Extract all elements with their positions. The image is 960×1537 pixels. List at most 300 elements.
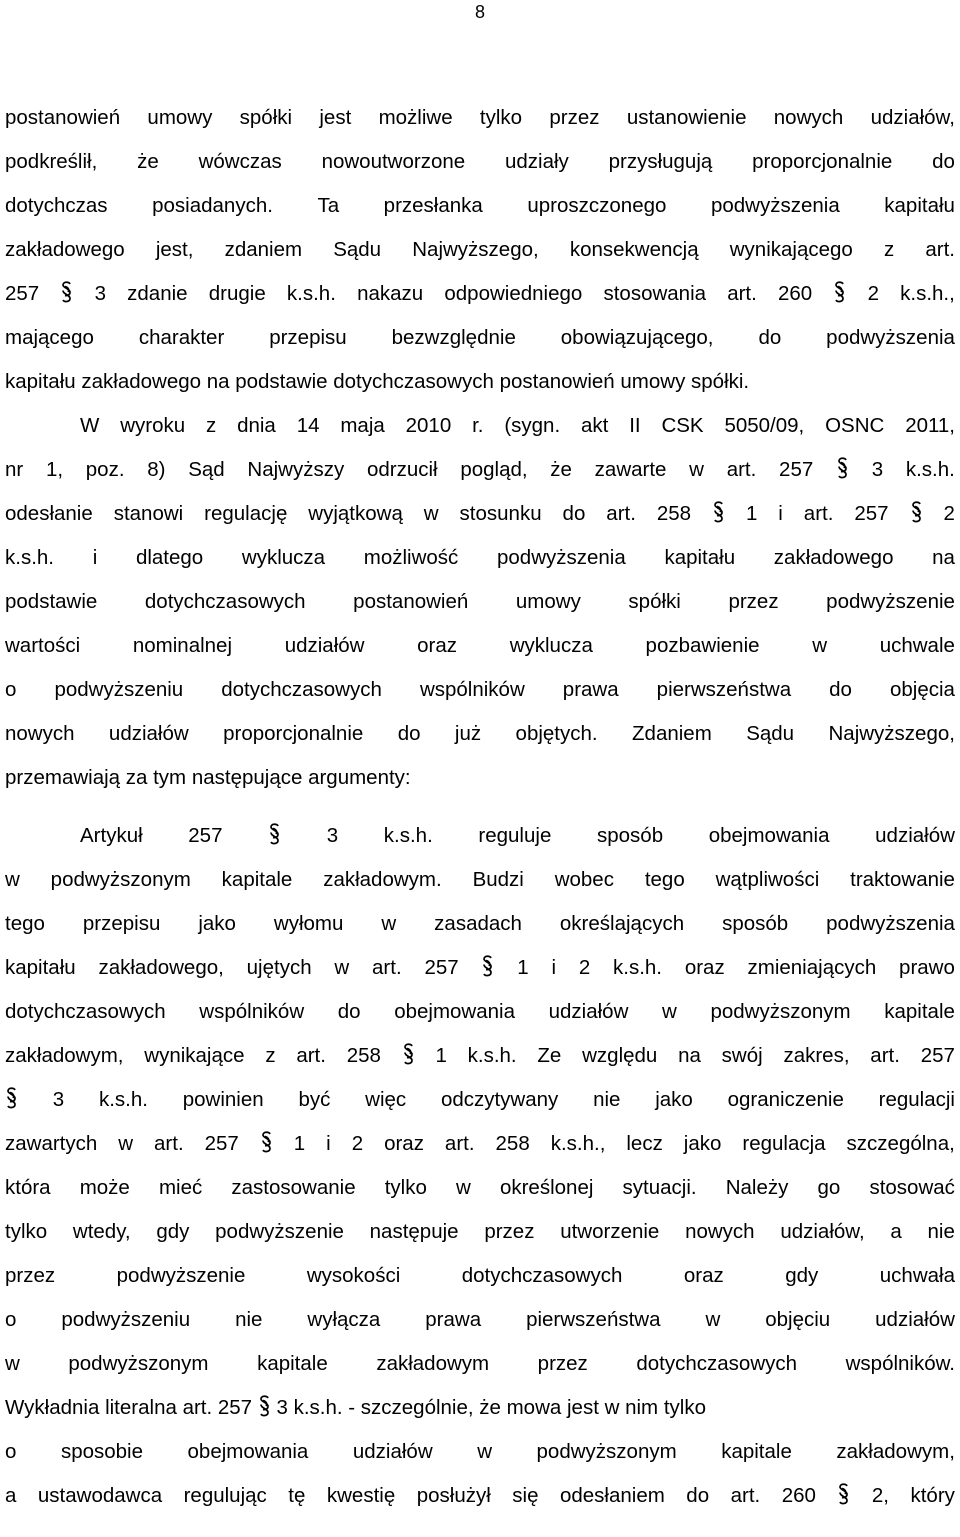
word: obejmowania	[394, 1000, 515, 1023]
word: podwyższeniu	[61, 1308, 191, 1331]
text-line	[5, 1483, 955, 1510]
word: charakter	[138, 326, 225, 349]
word: na	[678, 1044, 701, 1067]
word: Artykuł	[80, 824, 143, 847]
word: dotychczasowych	[144, 590, 306, 613]
word: obejmowania	[708, 824, 830, 847]
word: 2	[867, 282, 879, 305]
word: zakładowym,	[5, 1044, 124, 1067]
word: w	[118, 1132, 134, 1155]
word: wysokości	[306, 1264, 401, 1287]
word: wyłomu	[273, 912, 344, 935]
word: podwyższenia	[826, 326, 955, 349]
word: OSNC	[825, 414, 885, 437]
word: przepisu	[269, 326, 347, 349]
word: wyklucza	[241, 546, 326, 569]
word: nie	[927, 1220, 955, 1243]
word: 8)	[147, 458, 166, 481]
word: z	[205, 414, 217, 437]
word: udziałów	[875, 1308, 955, 1331]
word: art.	[727, 282, 757, 305]
word: 3	[52, 1088, 65, 1111]
text-line	[5, 237, 955, 263]
text-line	[80, 413, 955, 439]
word: następuje	[369, 1220, 459, 1243]
word: tę	[288, 1484, 306, 1507]
word: podwyższonym	[50, 868, 191, 891]
word: kapitału	[884, 194, 955, 217]
word: pogląd,	[460, 458, 528, 481]
word: 3	[94, 282, 106, 305]
word: Ta	[317, 194, 340, 217]
word	[712, 501, 725, 528]
word: zastosowanie	[231, 1176, 356, 1199]
word: poz.	[85, 458, 125, 481]
text-line	[5, 1087, 955, 1114]
text-line	[80, 823, 955, 850]
text-line	[5, 765, 955, 791]
word: Sądu	[746, 722, 795, 745]
word: jest	[319, 106, 352, 129]
word: podwyższenie	[215, 1220, 344, 1243]
text-line	[5, 867, 955, 893]
word: oraz	[683, 1264, 724, 1287]
word: zakładowym.	[323, 868, 442, 891]
word: Najwyższego,	[828, 722, 955, 745]
word: przemawiają	[5, 766, 121, 789]
word: dotychczasowych	[5, 1000, 166, 1023]
word: zdanie	[127, 282, 188, 305]
word: sposób	[596, 824, 664, 847]
word: k.s.h.	[383, 824, 433, 847]
word: nakazu	[357, 282, 424, 305]
word: Należy	[725, 1176, 789, 1199]
word: wyjątkową	[308, 502, 403, 525]
word: 260	[781, 1484, 816, 1507]
word: art.	[803, 502, 834, 525]
word: 257	[424, 956, 459, 979]
word: nim	[625, 1396, 659, 1419]
word: udziałów	[548, 1000, 629, 1023]
word: prawa	[425, 1308, 482, 1331]
word: względu	[582, 1044, 658, 1067]
word: a	[890, 1220, 902, 1243]
word: bezwzględnie	[391, 326, 516, 349]
word: posłużył	[416, 1484, 491, 1507]
word: kapitale	[884, 1000, 955, 1023]
word: obowiązującego,	[560, 326, 714, 349]
word: 2	[351, 1132, 364, 1155]
word: Zdaniem	[632, 722, 712, 745]
word: w	[705, 1308, 721, 1331]
word: k.s.h.	[905, 458, 955, 481]
word: podstawie	[5, 590, 98, 613]
word: obejmowania	[187, 1440, 309, 1463]
word: tym	[153, 766, 187, 789]
word: nowoutworzone	[321, 150, 466, 173]
word: 2	[943, 502, 955, 525]
word: -	[348, 1396, 356, 1419]
word: postanowień	[499, 370, 615, 393]
text-line	[5, 193, 955, 219]
word: odczytywany	[440, 1088, 559, 1111]
word: jako	[683, 1132, 722, 1155]
word: 260	[778, 282, 813, 305]
word: 1	[517, 956, 529, 979]
word: sytuacji.	[622, 1176, 697, 1199]
word: 2	[578, 956, 591, 979]
word: przysługują	[608, 150, 713, 173]
word: dotychczasowych	[221, 678, 382, 701]
word: mającego	[5, 326, 94, 349]
word: jako	[198, 912, 236, 935]
word: drugie	[208, 282, 266, 305]
word: z	[883, 238, 895, 261]
word: w	[662, 1000, 677, 1023]
word: odpowiedniego	[444, 282, 583, 305]
text-line	[5, 1131, 955, 1158]
word: przesłanka	[383, 194, 483, 217]
word: wyroku	[120, 414, 186, 437]
word: odesłaniem	[559, 1484, 665, 1507]
word: wyklucza	[509, 634, 593, 657]
word: podwyższeniu	[54, 678, 184, 701]
word: odesłanie	[5, 502, 93, 525]
word: regulacja	[742, 1132, 826, 1155]
word: do	[932, 150, 955, 173]
word: 258	[495, 1132, 530, 1155]
word	[836, 457, 849, 484]
word: zakładowym	[376, 1352, 490, 1375]
word: gdy	[156, 1220, 190, 1243]
text-line	[5, 1175, 955, 1201]
word: o	[5, 1308, 17, 1331]
word: k.s.h.	[286, 282, 336, 305]
word	[268, 823, 281, 850]
word: proporcjonalnie	[752, 150, 893, 173]
word: podwyższenie	[116, 1264, 246, 1287]
word: zdaniem	[224, 238, 303, 261]
word: wówczas	[198, 150, 282, 173]
word: Sądu	[333, 238, 382, 261]
word: udziałów	[875, 824, 955, 847]
word: art.	[444, 1132, 475, 1155]
word: postanowień	[5, 106, 121, 129]
word: 2,	[871, 1484, 889, 1507]
word: zakładowego	[81, 370, 202, 393]
word: ograniczenie	[727, 1088, 844, 1111]
word: art.	[870, 1044, 900, 1067]
word: możliwość	[363, 546, 459, 569]
word: o	[5, 678, 17, 701]
word: kapitale	[721, 1440, 792, 1463]
word: 3	[871, 458, 884, 481]
word: udziałów,	[780, 1220, 865, 1243]
word: reguluje	[478, 824, 552, 847]
word: tylko	[384, 1176, 427, 1199]
word: utworzenie	[560, 1220, 660, 1243]
word: wspólników	[199, 1000, 305, 1023]
word: wynikającego	[729, 238, 853, 261]
word: regulując	[183, 1484, 267, 1507]
word: Sąd	[188, 458, 225, 481]
word: dotychczasowych	[333, 370, 494, 393]
word: (sygn.	[504, 414, 561, 437]
word: podwyższonym	[536, 1440, 677, 1463]
text-line	[5, 1351, 955, 1377]
word: jest,	[155, 238, 194, 261]
word: odrzucił	[366, 458, 438, 481]
word: zawarte	[594, 458, 667, 481]
word: do	[686, 1484, 710, 1507]
word: 257	[779, 458, 814, 481]
word: podwyższenia	[826, 912, 955, 935]
word: podwyższonym	[710, 1000, 851, 1023]
word: zakładowego	[5, 238, 125, 261]
word: wtedy,	[72, 1220, 131, 1243]
word: art.	[606, 502, 636, 525]
word: podwyższenie	[826, 590, 955, 613]
section-sign-icon	[60, 281, 73, 305]
text-line	[5, 1219, 955, 1245]
word: stanowi	[113, 502, 184, 525]
word: 257	[5, 282, 40, 305]
word: dnia	[237, 414, 276, 437]
word: jako	[655, 1088, 693, 1111]
word: do	[397, 722, 421, 745]
word: art.	[296, 1044, 326, 1067]
word: uchwała	[879, 1264, 955, 1287]
word: 1	[435, 1044, 447, 1067]
word: i	[778, 502, 783, 525]
word: objęciu	[765, 1308, 831, 1331]
word: zakładowego	[773, 546, 894, 569]
text-line	[5, 955, 955, 982]
word: szczególnie,	[360, 1396, 474, 1419]
section-sign-icon	[481, 955, 494, 979]
word: ujętych	[246, 956, 312, 979]
word: proporcjonalnie	[223, 722, 364, 745]
word	[60, 281, 73, 308]
text-line	[5, 1307, 955, 1333]
word: udziałów	[352, 1440, 433, 1463]
word: art.	[925, 238, 955, 261]
word: sposób	[722, 912, 789, 935]
word: wynikające	[144, 1044, 245, 1067]
word: art.	[182, 1396, 213, 1419]
word: ustanowienie	[626, 106, 747, 129]
word: art.	[154, 1132, 184, 1155]
word: przez	[484, 1220, 535, 1243]
word: przez	[728, 590, 779, 613]
word: kwestię	[326, 1484, 396, 1507]
word: 258	[346, 1044, 381, 1067]
word: objętych.	[515, 722, 598, 745]
word: określających	[559, 912, 685, 935]
word: konsekwencją	[569, 238, 699, 261]
word: więc	[365, 1088, 407, 1111]
word: Najwyższy	[247, 458, 345, 481]
word: kapitału	[664, 546, 736, 569]
word: w	[5, 868, 20, 891]
word: kapitału	[5, 370, 76, 393]
word	[833, 281, 846, 308]
word: w	[381, 912, 397, 935]
word: prawa	[562, 678, 619, 701]
text-line	[5, 105, 955, 131]
word: oraz	[684, 956, 725, 979]
word: zmieniających	[747, 956, 877, 979]
word: pozbawienie	[645, 634, 760, 657]
section-sign-icon	[268, 823, 281, 847]
word: wspólników.	[845, 1352, 955, 1375]
word	[5, 1087, 18, 1114]
word: może	[79, 1176, 130, 1199]
word: k.s.h.	[98, 1088, 148, 1111]
word: nie	[235, 1308, 263, 1331]
word: jest	[566, 1396, 599, 1419]
word: nominalnej	[132, 634, 233, 657]
word: na	[206, 370, 230, 393]
word: 14	[296, 414, 320, 437]
word: w	[812, 634, 828, 657]
word: k.s.h.,	[550, 1132, 606, 1155]
word: umowy	[620, 370, 686, 393]
text-line	[5, 589, 955, 615]
word: k.s.h.	[467, 1044, 517, 1067]
word: 1,	[45, 458, 64, 481]
word: Budzi	[472, 868, 524, 891]
word: oraz	[384, 1132, 424, 1155]
word	[481, 955, 494, 982]
word: na	[932, 546, 955, 569]
word: wyłącza	[307, 1308, 381, 1331]
word: 3	[276, 1396, 288, 1419]
text-line	[5, 1043, 955, 1070]
word: posiadanych.	[152, 194, 273, 217]
word: 257	[188, 824, 223, 847]
word: nowych	[5, 722, 75, 745]
word: a	[5, 1484, 17, 1507]
text-line	[5, 457, 955, 484]
word	[837, 1483, 850, 1510]
word: przez	[537, 1352, 588, 1375]
word: Najwyższego,	[412, 238, 539, 261]
word: uchwale	[879, 634, 955, 657]
word: przez	[5, 1264, 56, 1287]
word: prawo	[899, 956, 955, 979]
word: gdy	[785, 1264, 819, 1287]
word: nowych	[685, 1220, 755, 1243]
word: być	[298, 1088, 331, 1111]
section-sign-icon	[258, 1395, 271, 1419]
section-sign-icon	[837, 1483, 850, 1507]
text-line	[5, 1439, 955, 1465]
text-line	[5, 999, 955, 1025]
word: tego	[5, 912, 45, 935]
text-line	[5, 281, 955, 308]
word: mieć	[158, 1176, 203, 1199]
word: go	[817, 1176, 841, 1199]
text-line	[5, 677, 955, 703]
word: z	[265, 1044, 276, 1067]
word: że	[137, 150, 159, 173]
text-line	[5, 721, 955, 747]
word: zakładowym,	[836, 1440, 955, 1463]
word: 3	[326, 824, 339, 847]
word: spółki	[628, 590, 681, 613]
text-line	[5, 545, 955, 571]
word: r.	[472, 414, 484, 437]
word: następujące	[191, 766, 303, 789]
word: w	[477, 1440, 492, 1463]
word: traktowanie	[850, 868, 955, 891]
word: regulację	[204, 502, 288, 525]
word: art.	[372, 956, 402, 979]
word: literalna	[105, 1396, 177, 1419]
page-number: 8	[474, 2, 485, 22]
text-line	[5, 149, 955, 175]
word: kapitału	[5, 956, 76, 979]
word: k.s.h.,	[900, 282, 955, 305]
word: 5050/09,	[724, 414, 805, 437]
word: 1	[293, 1132, 306, 1155]
word: wspólników	[419, 678, 525, 701]
word: stosować	[869, 1176, 955, 1199]
word	[260, 1131, 273, 1158]
word: dotychczasowych	[636, 1352, 798, 1375]
word: i	[92, 546, 98, 569]
word: się	[512, 1484, 539, 1507]
word: art.	[726, 458, 757, 481]
word: do	[829, 678, 852, 701]
word: 257	[204, 1132, 239, 1155]
word: o	[5, 1440, 17, 1463]
word: w	[456, 1176, 471, 1199]
word: regulacji	[878, 1088, 955, 1111]
word: powinien	[182, 1088, 264, 1111]
section-sign-icon	[836, 457, 849, 481]
word: k.s.h.	[293, 1396, 343, 1419]
word: tylko	[479, 106, 523, 129]
text-line	[5, 325, 955, 351]
text-line	[5, 633, 955, 659]
word: 258	[656, 502, 692, 525]
word: kapitale	[221, 868, 293, 891]
word: spółki.	[691, 370, 750, 393]
word: argumenty:	[308, 766, 411, 789]
word: zasadach	[434, 912, 522, 935]
word: wątpliwości	[715, 868, 820, 891]
word: objęcia	[890, 678, 955, 701]
word: określonej	[499, 1176, 594, 1199]
word: art.	[730, 1484, 761, 1507]
word: i	[326, 1132, 331, 1155]
word: zakładowego,	[98, 956, 224, 979]
word: II	[629, 414, 641, 437]
word: 2011,	[905, 414, 955, 437]
word: że	[550, 458, 572, 481]
word: uproszczonego	[527, 194, 667, 217]
word: CSK	[661, 414, 704, 437]
word: przepisu	[82, 912, 161, 935]
word: która	[5, 1176, 51, 1199]
word: że	[479, 1396, 501, 1419]
word: do	[758, 326, 782, 349]
word: spółki	[239, 106, 293, 129]
word: dotychczas	[5, 194, 108, 217]
word: mowa	[506, 1396, 562, 1419]
